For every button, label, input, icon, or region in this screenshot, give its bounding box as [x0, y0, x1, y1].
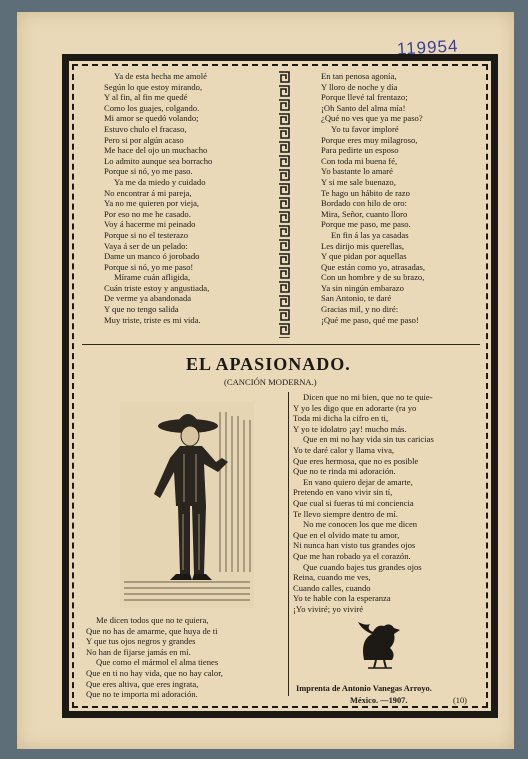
- verse-line: Ni nunca han visto tus grandes ojos: [293, 540, 416, 551]
- verse-line: Me dicen todos que no te quiera,: [96, 615, 209, 625]
- poem-left-column: [104, 71, 212, 325]
- verse-line: Dicen que no mi bien, que no te quie-: [303, 392, 433, 402]
- verse-line: Y que pidan por aquellas: [321, 251, 407, 262]
- verse-line: Ya me da miedo y cuidado: [114, 176, 206, 187]
- verse-line: Porque si nó, yo me paso!: [104, 261, 194, 272]
- verse-line: Mi amor se quedó volando;: [104, 113, 199, 124]
- verse-line: ¡Yo viviré; yo viviré: [293, 603, 364, 614]
- place-date: México. —1907.: [350, 696, 408, 705]
- verse-line: Que eres altiva, que eres ingrata,: [86, 678, 199, 689]
- verse-line: Porque eres muy milagroso,: [321, 134, 418, 145]
- verse-line: Porque si no el testerazo: [104, 229, 189, 240]
- verse-line: Porque me paso, me paso.: [321, 219, 411, 230]
- verse-line: ¿Qué no ves que ya me paso?: [321, 113, 423, 124]
- verse-line: Toda mi dicha la cifro en ti,: [293, 413, 389, 424]
- verse-line: No me conocen los que me dicen: [303, 519, 418, 530]
- verse-line: Que están como yo, atrasadas,: [321, 261, 426, 272]
- verse-line: Y al fin, al fin me quedé: [104, 92, 188, 103]
- verse-line: Por eso no me he casado.: [104, 208, 191, 219]
- verse-line: En vano quiero dejar de amarte,: [303, 476, 413, 487]
- verse-line: Y que tus ojos negros y grandes: [86, 636, 196, 647]
- verse-line: San Antonio, te daré: [321, 293, 392, 304]
- verse-line: Porque si nó, yo me paso.: [104, 166, 193, 177]
- verse-line: Muy triste, triste es mi vida.: [104, 314, 201, 325]
- verse-line: Y que no tengo salida: [104, 304, 179, 315]
- verse-line: Yo te daré calor y llama viva,: [293, 444, 395, 455]
- verse-line: Mírame cuán afligida,: [114, 272, 191, 283]
- song-title: EL APASIONADO.: [186, 354, 351, 374]
- verse-line: Y si me sale buenazo,: [321, 176, 396, 187]
- verse-line: ¡Qué me paso, qué me paso!: [321, 314, 419, 325]
- verse-line: Ya no me quieren por vieja,: [104, 198, 200, 209]
- verse-line: En tan penosa agonía,: [321, 71, 397, 81]
- verse-line: Vaya á ser de un pelado:: [104, 240, 188, 251]
- verse-line: Reina, cuando me ves,: [293, 572, 371, 583]
- verse-line: Que en el olvido mate tu amor,: [293, 529, 400, 540]
- verse-line: Que cuando bajes tus grandes ojos: [303, 561, 422, 572]
- verse-line: Ya de esta hecha me amolé: [114, 71, 207, 81]
- verse-line: Que como el mármol el alma tienes: [96, 657, 219, 668]
- charro-engraving: [120, 402, 254, 608]
- verse-line: Que en mi no hay vida sin tus caricias: [303, 434, 434, 445]
- verse-line: Voy á hacerme mi peinado: [104, 219, 196, 230]
- greek-key-divider: [277, 70, 291, 338]
- verse-line: Que no te importa mi adoración.: [86, 689, 198, 700]
- verse-line: Y yo les digo que en adorarte (ra yo: [293, 402, 417, 413]
- verse-line: Y lloro de noche y día: [321, 81, 398, 92]
- verse-line: Dame un manco ó jorobado: [104, 251, 200, 262]
- verse-line: Gracias mil, y no diré:: [321, 304, 399, 315]
- verse-line: Yo tu favor imploré: [331, 123, 399, 134]
- verse-line: Les dirijo mis querellas,: [321, 240, 405, 251]
- verse-line: Que eres hermosa, que no es posible: [293, 455, 419, 466]
- verse-line: Que no has de amarme, que huya de ti: [86, 625, 218, 636]
- verse-line: Estuvo chulo el fracaso,: [104, 123, 187, 134]
- song-subtitle: (CANCIÓN MODERNA.): [224, 377, 317, 387]
- verse-line: Te hago un hábito de razo: [321, 187, 410, 198]
- verse-line: Cuán triste estoy y angustiada,: [104, 282, 210, 293]
- verse-line: En fin á las ya casadas: [331, 229, 409, 240]
- verse-line: Yo bastante lo amaré: [321, 166, 393, 177]
- verse-line: Y yo te idolatro ¡ay! mucho más.: [293, 423, 407, 434]
- verse-line: Como los guajes, colgando.: [104, 102, 200, 113]
- verse-line: Yo te hable con la esperanza: [293, 593, 391, 604]
- verse-line: Para pedirte un esposo: [321, 145, 399, 156]
- verse-line: Que no te rinda mi adoración.: [293, 466, 396, 477]
- verse-line: Ya sin ningún embarazo: [321, 282, 404, 293]
- verse-line: Pretendo en vano vivir sin tí,: [293, 487, 393, 498]
- verse-line: Bordado con hilo de oro:: [321, 198, 407, 209]
- verse-line: Porque llevé tal frentazo;: [321, 92, 408, 103]
- verse-line: Según lo que estoy mirando,: [104, 81, 203, 92]
- verse-line: No han de fijarse jamás en mí.: [86, 646, 191, 657]
- verse-line: Que me han robado ya el corazón.: [293, 550, 411, 561]
- section-divider: [82, 344, 480, 345]
- song-right-column: [293, 392, 434, 614]
- verse-line: ¡Oh Santo del alma mía!: [321, 102, 406, 113]
- verse-line: Mira, Señor, cuanto lloro: [321, 208, 408, 219]
- verse-line: Te llevo siempre dentro de mí.: [293, 508, 398, 519]
- verse-line: Me hace del ojo un muchacho: [104, 145, 208, 156]
- song-left-column: [86, 615, 223, 700]
- printer-credit: Imprenta de Antonio Vanegas Arroyo.: [296, 684, 432, 693]
- column-rule: [288, 392, 289, 696]
- catalog-number: 119954: [396, 36, 459, 59]
- verse-line: No encontrar á mi pareja,: [104, 187, 192, 198]
- rooster-emblem: [356, 620, 408, 670]
- poem-right-column: [321, 71, 425, 325]
- verse-line: Cuando calles, cuando: [293, 582, 371, 593]
- verse-line: De verme ya abandonada: [104, 293, 192, 304]
- verse-line: Lo admito aunque sea borracho: [104, 155, 213, 166]
- sheet-number: (10): [453, 696, 467, 705]
- verse-line: Que en ti no hay vida, que no hay calor,: [86, 667, 223, 678]
- verse-line: Pero si por algún acaso: [104, 134, 184, 145]
- verse-line: Con un hombre y de su brazo,: [321, 272, 425, 283]
- verse-line: Que cual si fueras tú mi conciencia: [293, 497, 414, 508]
- verse-line: Con toda mi buena fé,: [321, 155, 398, 166]
